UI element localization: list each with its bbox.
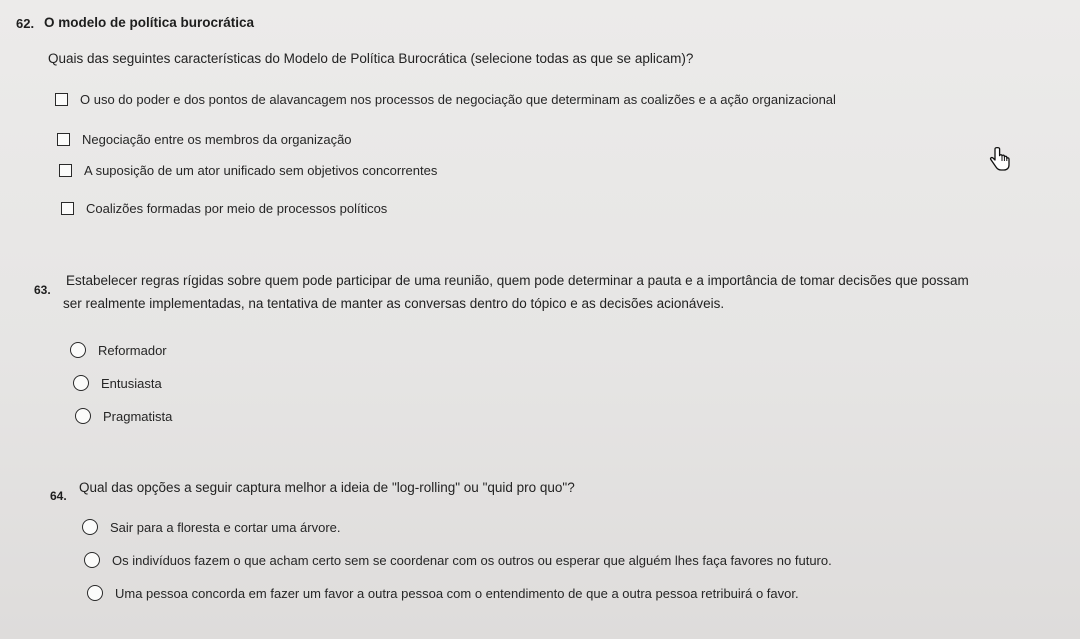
option-label: A suposição de um ator unificado sem objetivos concorrentes [84,163,438,178]
option-label: Pragmatista [103,408,173,424]
option-label: Uma pessoa concorda em fazer um favor a outra pessoa com o entendimento de que a outra pessoa retribuirá o favor. [115,585,799,601]
question-number: 62. [16,16,35,31]
question-number: 63. [34,283,51,297]
checkbox-option[interactable] [59,163,437,178]
question-prompt: Quais das seguintes características do Modelo de Política Burocrática (selecione todas as que se aplicam)? [48,51,694,66]
option-label: Negociação entre os membros da organização [82,132,352,147]
checkbox-option[interactable] [57,132,352,147]
checkbox[interactable] [59,164,72,177]
option-label: Coalizões formadas por meio de processos políticos [86,201,388,216]
radio-button[interactable] [82,519,98,535]
hand-pointer-icon [986,146,1012,174]
radio-option[interactable] [87,585,799,601]
radio-button[interactable] [70,342,86,358]
radio-option[interactable] [84,552,832,568]
option-label: Entusiasta [101,375,162,391]
radio-button[interactable] [87,585,103,601]
radio-button[interactable] [75,408,91,424]
question-title: O modelo de política burocrática [44,15,255,30]
checkbox[interactable] [57,133,70,146]
radio-button[interactable] [73,375,89,391]
option-label: Reformador [98,342,167,358]
checkbox[interactable] [61,202,74,215]
option-label: O uso do poder e dos pontos de alavancagem nos processos de negociação que determinam as coalizões e a ação organizacional [80,92,836,107]
radio-button[interactable] [84,552,100,568]
radio-option[interactable] [82,519,341,535]
question-prompt [63,269,1066,315]
checkbox-option[interactable] [55,92,836,107]
checkbox-option[interactable] [61,201,387,216]
prompt-line: ser realmente implementadas, na tentativa de manter as conversas dentro do tópico e as decisões acionáveis. [63,296,725,311]
question-prompt: Qual das opções a seguir captura melhor a ideia de "log-rolling" ou "quid pro quo"? [79,480,575,495]
radio-option[interactable] [70,342,167,358]
radio-option[interactable] [73,375,162,391]
option-label: Sair para a floresta e cortar uma árvore. [110,519,341,535]
option-label: Os indivíduos fazem o que acham certo sem se coordenar com os outros ou esperar que alguém lhes faça favores no futuro. [112,552,832,568]
radio-option[interactable] [75,408,172,424]
question-number: 64. [50,489,67,503]
checkbox[interactable] [55,93,68,106]
prompt-line: Estabelecer regras rígidas sobre quem pode participar de uma reunião, quem pode determinar a pauta e a importância de tomar decisões que possam [66,273,969,288]
